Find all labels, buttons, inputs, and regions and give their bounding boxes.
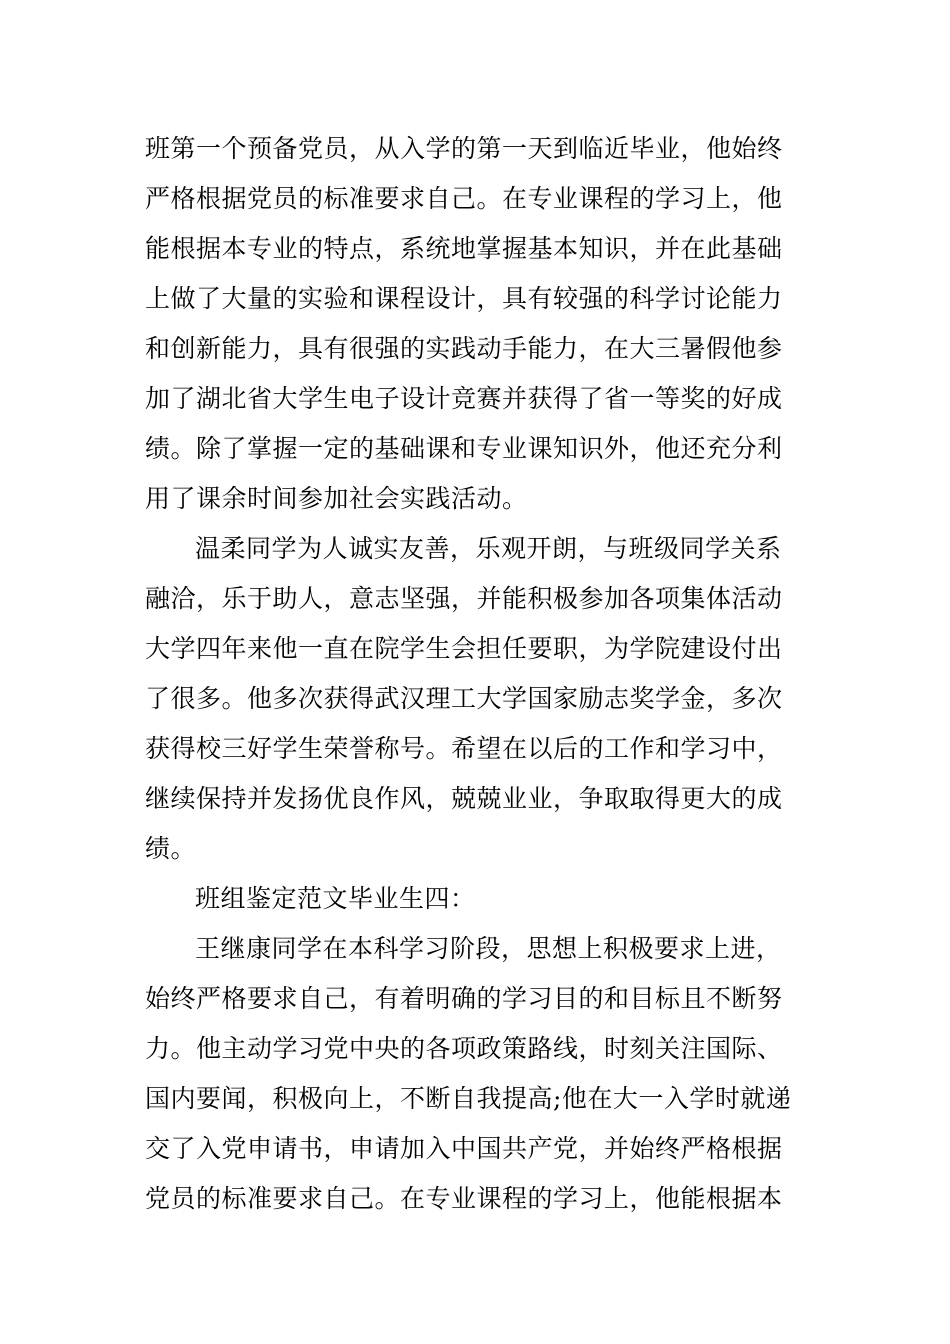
text-line: 力。他主动学习党中央的各项政策路线，时刻关注国际、 (145, 1034, 783, 1063)
text-line: 获得校三好学生荣誉称号。希望在以后的工作和学习中， (145, 734, 783, 763)
text-line: 班第一个预备党员，从入学的第一天到临近毕业，他始终 (145, 134, 783, 163)
text-line: 大学四年来他一直在院学生会担任要职，为学院建设付出 (145, 634, 783, 663)
text-line: 党员的标准要求自己。在专业课程的学习上，他能根据本 (145, 1184, 783, 1213)
text-line: 绩。除了掌握一定的基础课和专业课知识外，他还充分利 (145, 434, 783, 463)
text-line: 绩。 (145, 834, 197, 863)
text-line: 始终严格要求自己，有着明确的学习目的和目标且不断努 (145, 984, 783, 1013)
text-line: 和创新能力，具有很强的实践动手能力，在大三暑假他参 (145, 334, 783, 363)
section-heading: 班组鉴定范文毕业生四： (195, 884, 476, 913)
paragraph-start-line: 王继康同学在本科学习阶段，思想上积极要求上进， (195, 934, 782, 963)
text-line: 融洽，乐于助人，意志坚强，并能积极参加各项集体活动 (145, 584, 783, 613)
text-line: 能根据本专业的特点，系统地掌握基本知识，并在此基础 (145, 234, 783, 263)
document-body (145, 124, 810, 1224)
text-line: 上做了大量的实验和课程设计，具有较强的科学讨论能力 (145, 284, 783, 313)
paragraph-start-line: 温柔同学为人诚实友善，乐观开朗，与班级同学关系 (195, 534, 782, 563)
text-line: 了很多。他多次获得武汉理工大学国家励志奖学金，多次 (145, 684, 783, 713)
text-line: 国内要闻，积极向上，不断自我提高;他在大一入学时就递 (145, 1084, 792, 1113)
text-line: 用了课余时间参加社会实践活动。 (145, 484, 528, 513)
text-line: 继续保持并发扬优良作风，兢兢业业，争取取得更大的成 (145, 784, 783, 813)
text-line: 严格根据党员的标准要求自己。在专业课程的学习上，他 (145, 184, 783, 213)
text-line: 加了湖北省大学生电子设计竞赛并获得了省一等奖的好成 (145, 384, 783, 413)
text-line: 交了入党申请书，申请加入中国共产党，并始终严格根据 (145, 1134, 783, 1163)
